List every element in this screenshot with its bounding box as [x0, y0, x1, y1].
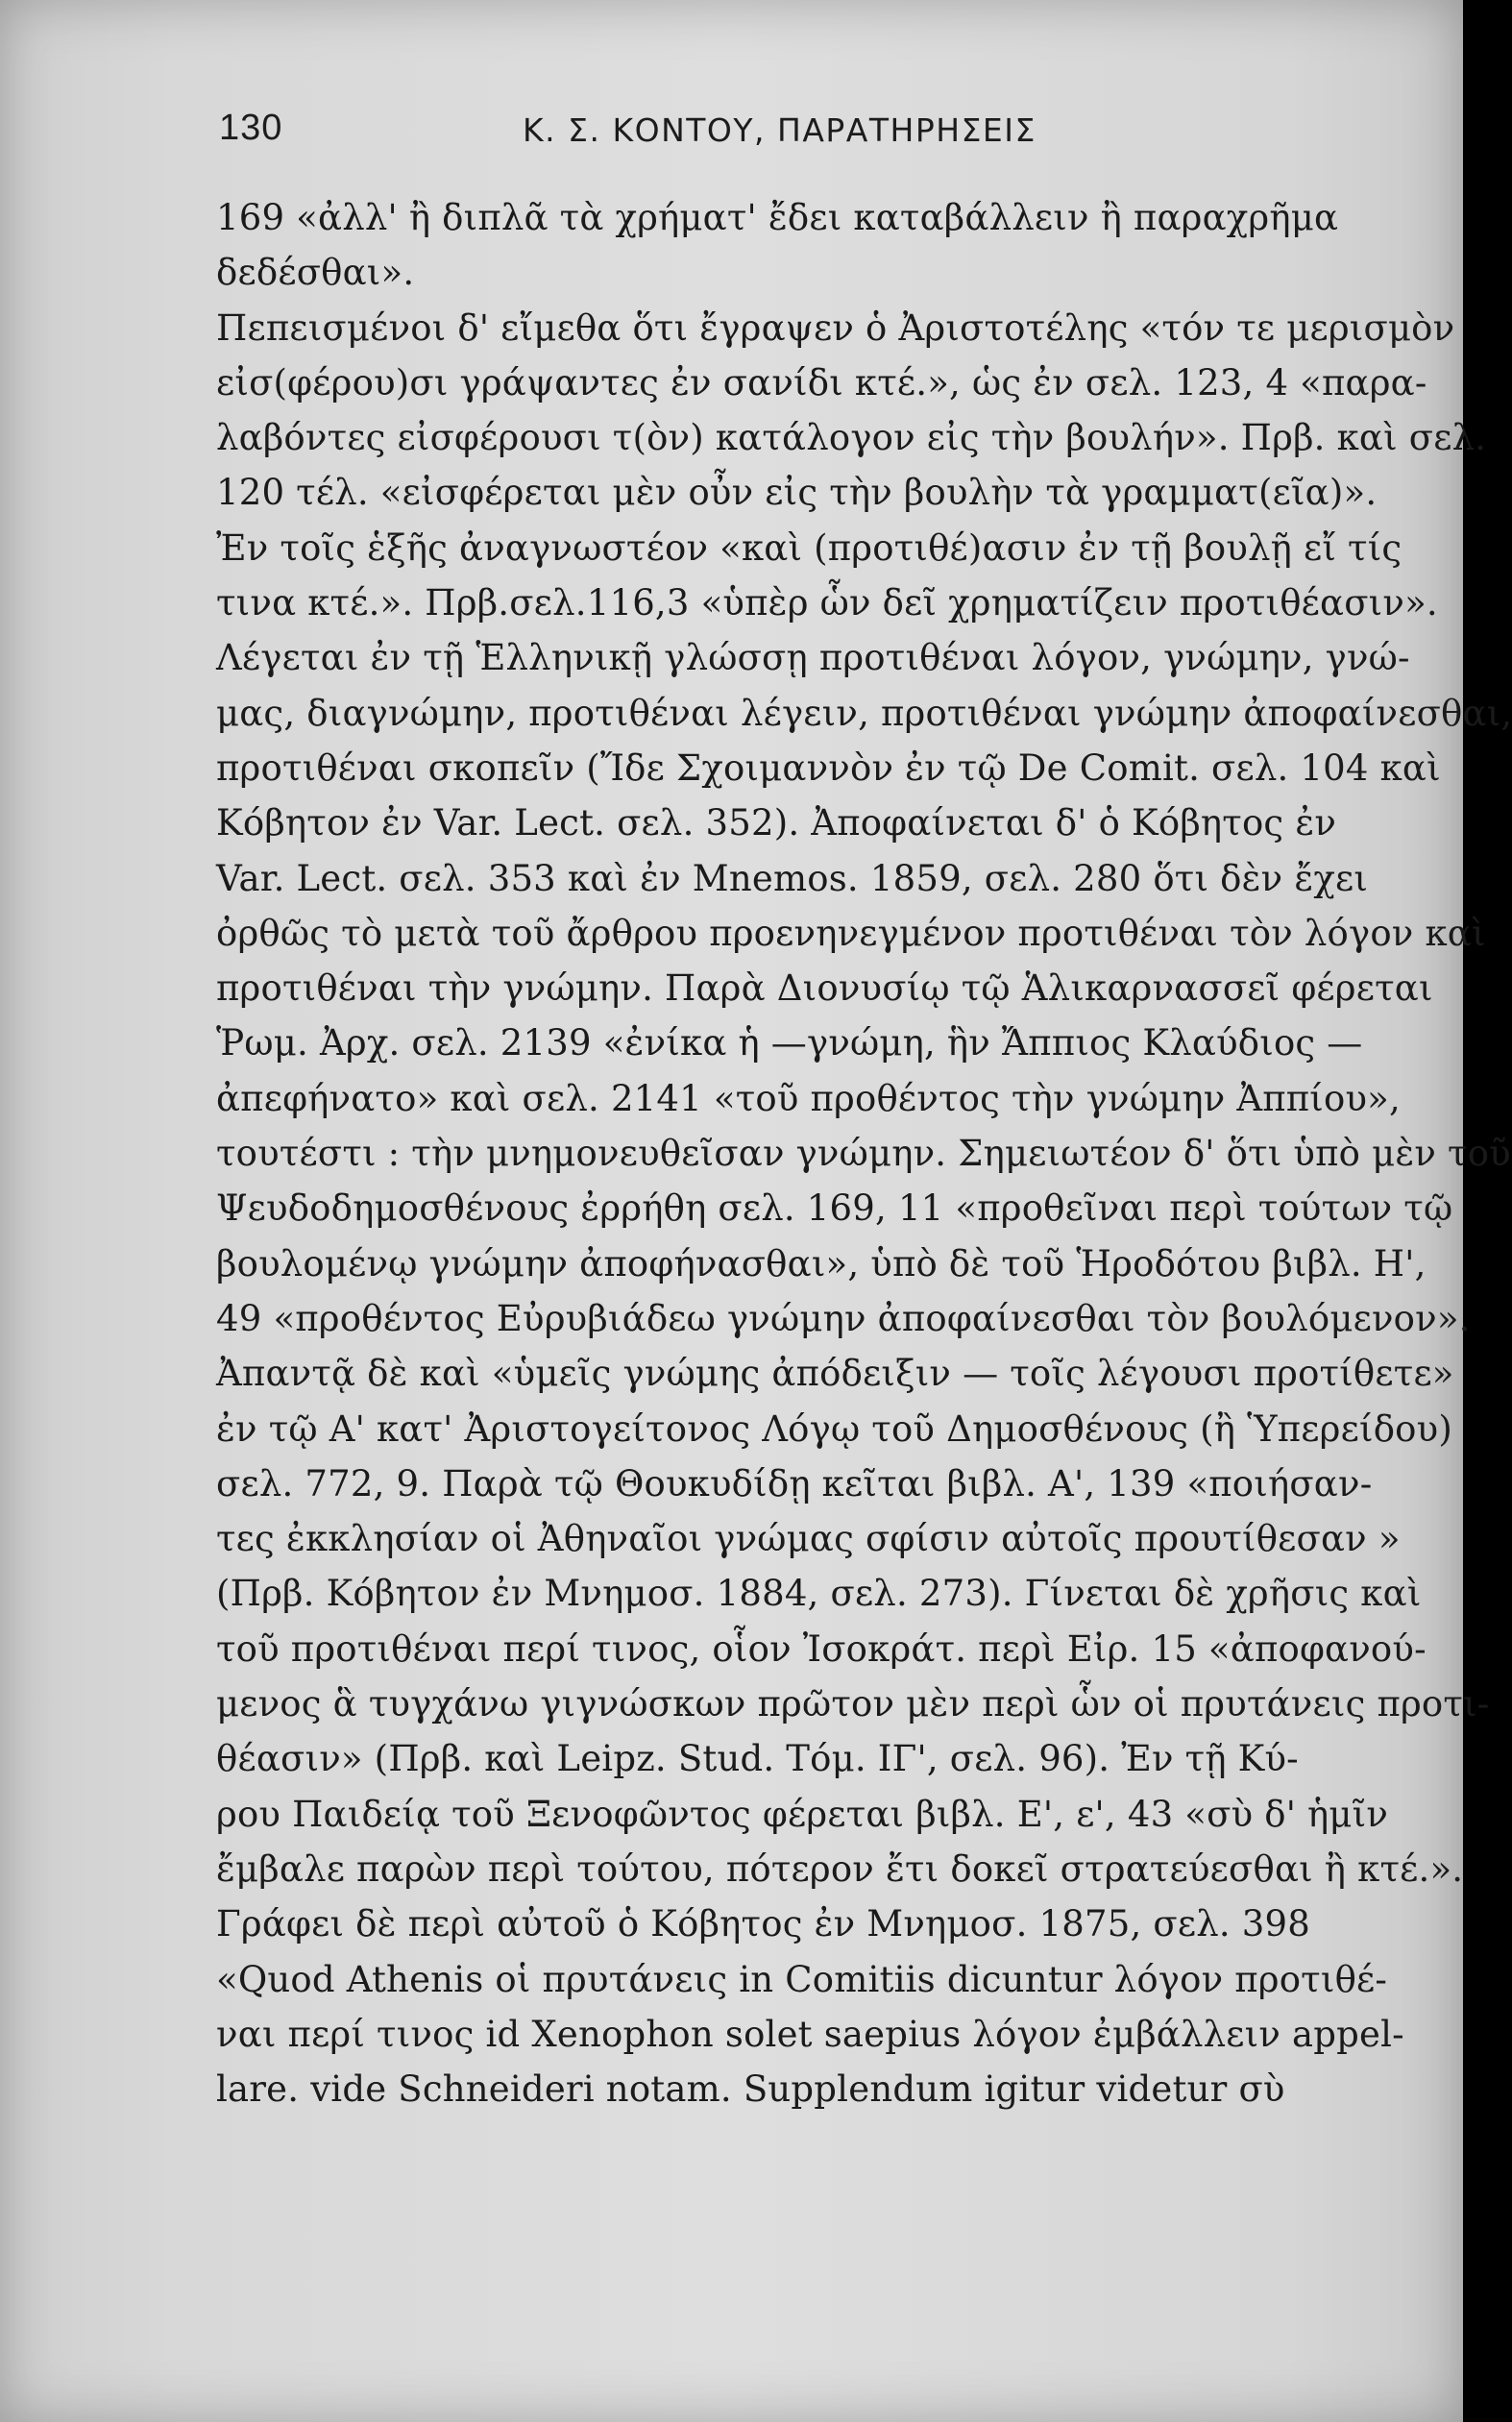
- text-line: Ἀπαντᾷ δὲ καὶ «ὑμεῖς γνώμης ἀπόδειξιν — τοῖς λέγουσι προτίθετε»: [216, 1353, 1454, 1395]
- text-line: τουτέστι : τὴν μνημονευθεῖσαν γνώμην. Σημειωτέον δ' ὅτι ὑπὸ μὲν τοῦ: [216, 1133, 1511, 1175]
- text-line: μας, διαγνώμην, προτιθέναι λέγειν, προτιθέναι γνώμην ἀποφαίνεσθαι,: [216, 692, 1512, 734]
- text-line: ἐν τῷ Α' κατ' Ἀριστογείτονος Λόγῳ τοῦ Δημοσθένους (ἢ Ὑπερείδου): [216, 1407, 1452, 1450]
- text-line: Var. Lect. σελ. 353 καὶ ἐν Mnemos. 1859, σελ. 280 ὅτι δὲν ἔχει: [216, 857, 1369, 899]
- text-line: ρου Παιδείᾳ τοῦ Ξενοφῶντος φέρεται βιβλ. Ε', ε', 43 «σὺ δ' ἡμῖν: [216, 1793, 1389, 1835]
- page-number: 130: [219, 108, 283, 148]
- text-line: μενος ἃ τυγχάνω γιγνώσκων πρῶτον μὲν περὶ ὧν οἱ πρυτάνεις προτι-: [216, 1683, 1490, 1725]
- text-line: λαβόντες εἰσφέρουσι τ(ὸν) κατάλογον εἰς τὴν βουλήν». Πρβ. καὶ σελ.: [216, 417, 1487, 459]
- text-line: Γράφει δὲ περὶ αὐτοῦ ὁ Κόβητος ἐν Μνημοσ. 1875, σελ. 398: [216, 1903, 1311, 1945]
- text-line: (Πρβ. Κόβητον ἐν Μνημοσ. 1884, σελ. 273). Γίνεται δὲ χρῆσις καὶ: [216, 1573, 1422, 1615]
- text-line: ἀπεφήνατο» καὶ σελ. 2141 «τοῦ προθέντος τὴν γνώμην Ἀππίου»,: [216, 1077, 1401, 1119]
- page-header: [219, 108, 1266, 165]
- body-text: [216, 190, 1512, 2116]
- text-line: θέασιν» (Πρβ. καὶ Leipz. Stud. Τόμ. ΙΓ', σελ. 96). Ἐν τῇ Κύ-: [216, 1738, 1299, 1780]
- text-line: 49 «προθέντος Εὐρυβιάδεω γνώμην ἀποφαίνεσθαι τὸν βουλόμενον».: [216, 1297, 1471, 1339]
- text-line: Λέγεται ἐν τῇ Ἑλληνικῇ γλώσσῃ προτιθέναι λόγον, γνώμην, γνώ-: [216, 637, 1410, 679]
- text-line: ἔμβαλε παρὼν περὶ τούτου, πότερον ἔτι δοκεῖ στρατεύεσθαι ἢ κτέ.».: [216, 1847, 1464, 1890]
- text-line: τινα κτέ.». Πρβ.σελ.116,3 «ὑπὲρ ὧν δεῖ χρηματίζειν προτιθέασιν».: [216, 582, 1438, 624]
- text-line: τοῦ προτιθέναι περί τινος, οἷον Ἰσοκράτ. περὶ Εἰρ. 15 «ἀποφανού-: [216, 1627, 1427, 1670]
- text-line: προτιθέναι σκοπεῖν (Ἴδε Σχοιμαννὸν ἐν τῷ De Comit. σελ. 104 καὶ: [216, 746, 1441, 789]
- text-line: Ψευδοδημοσθένους ἐρρήθη σελ. 169, 11 «προθεῖναι περὶ τούτων τῷ: [216, 1187, 1453, 1230]
- running-head: Κ. Σ. ΚΟΝΤΟΥ, ΠΑΡΑΤΗΡΗΣΕΙΣ: [523, 111, 1036, 149]
- text-line: εἰσ(φέρου)σι γράψαντες ἐν σανίδι κτέ.», ὡς ἐν σελ. 123, 4 «παρα-: [216, 361, 1427, 404]
- text-line: προτιθέναι τὴν γνώμην. Παρὰ Διονυσίῳ τῷ Ἁλικαρνασσεῖ φέρεται: [216, 967, 1433, 1010]
- text-line: «Quod Athenis οἱ πρυτάνεις in Comitiis dicuntur λόγον προτιθέ-: [216, 1958, 1388, 2000]
- text-line: ναι περί τινος id Xenophon solet saepius λόγον ἐμβάλλειν appel-: [216, 2013, 1404, 2055]
- text-line: lare. vide Schneideri notam. Supplendum igitur videtur σὺ: [216, 2068, 1285, 2111]
- text-line: Ἐν τοῖς ἑξῆς ἀναγνωστέον «καὶ (προτιθέ)ασιν ἐν τῇ βουλῇ εἴ τίς: [216, 526, 1402, 569]
- text-line: σελ. 772, 9. Παρὰ τῷ Θουκυδίδῃ κεῖται βιβλ. Α', 139 «ποιήσαν-: [216, 1462, 1373, 1505]
- text-line: 120 τέλ. «εἰσφέρεται μὲν οὖν εἰς τὴν βουλὴν τὰ γραμματ(εῖα)».: [216, 472, 1378, 514]
- text-line: Πεπεισμένοι δ' εἴμεθα ὅτι ἔγραψεν ὁ Ἀριστοτέλης «τόν τε μερισμὸν: [216, 306, 1455, 349]
- text-line: δεδέσθαι».: [216, 252, 415, 294]
- text-line: Ῥωμ. Ἀρχ. σελ. 2139 «ἐνίκα ἡ —γνώμη, ἣν Ἄππιος Κλαύδιος —: [216, 1022, 1363, 1064]
- text-line: τες ἐκκλησίαν οἱ Ἀθηναῖοι γνώμας σφίσιν αὐτοῖς προυτίθεσαν »: [216, 1518, 1401, 1560]
- text-line: ὀρθῶς τὸ μετὰ τοῦ ἄρθρου προενηνεγμένον προτιθέναι τὸν λόγον καὶ: [216, 912, 1486, 954]
- text-line: Κόβητον ἐν Var. Lect. σελ. 352). Ἀποφαίνεται δ' ὁ Κόβητος ἐν: [216, 802, 1337, 844]
- text-line: 169 «ἀλλ' ἢ διπλᾶ τὰ χρήματ' ἔδει καταβάλλειν ἢ παραχρῆμα: [216, 197, 1339, 238]
- text-line: βουλομένῳ γνώμην ἀποφήνασθαι», ὑπὸ δὲ τοῦ Ἡροδότου βιβλ. Η',: [216, 1242, 1427, 1284]
